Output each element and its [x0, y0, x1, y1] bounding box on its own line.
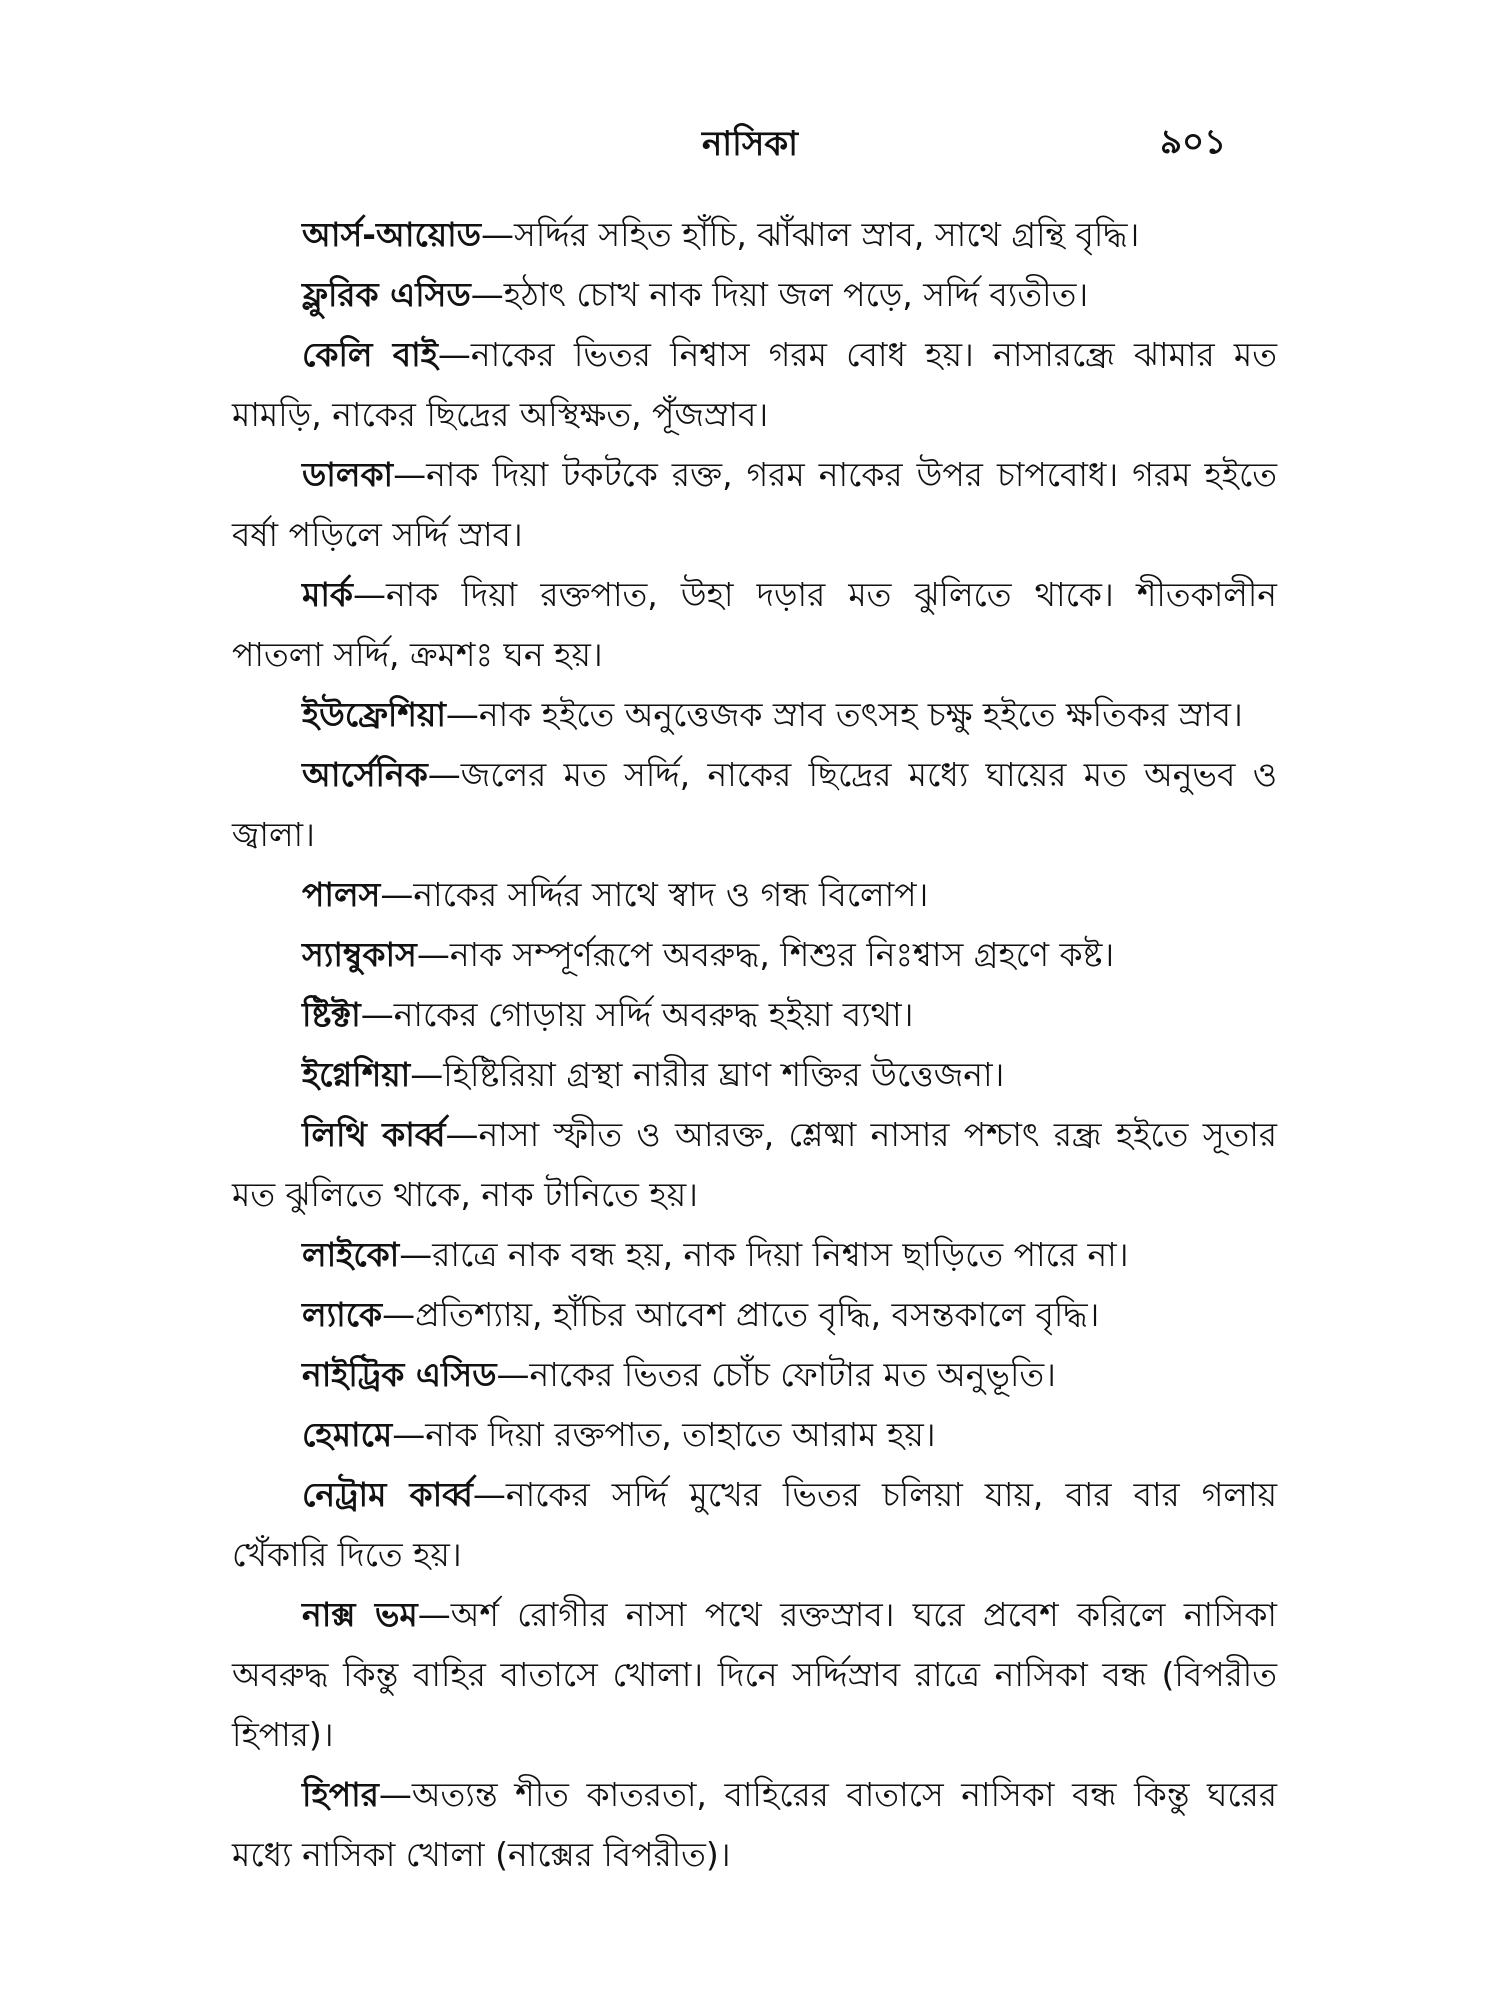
remedy-entry	[232, 445, 1277, 565]
remedy-name: লিথি কার্ব্ব	[302, 1115, 446, 1154]
remedy-entry	[232, 865, 1277, 925]
remedy-name: মার্ক	[302, 575, 353, 614]
remedy-description: —নাক সম্পূর্ণরূপে অবরুদ্ধ, শিশুর নিঃশ্বাস গ্রহণে কষ্ট।	[416, 935, 1115, 974]
remedy-name: নাক্স ভম	[302, 1595, 418, 1634]
remedy-name: ইগ্নেশিয়া	[302, 1055, 411, 1094]
remedy-entry	[232, 745, 1277, 865]
remedy-name: আর্সেনিক	[302, 755, 428, 794]
remedy-description: —নাক দিয়া রক্তপাত, তাহাতে আরাম হয়।	[392, 1415, 936, 1454]
page-number: ৯০১	[1160, 122, 1227, 162]
remedy-entry	[232, 1345, 1277, 1405]
remedy-entry	[232, 1465, 1277, 1585]
remedy-name: কেলি বাই	[302, 335, 438, 374]
remedy-entry	[232, 925, 1277, 985]
remedy-name: পালস	[302, 875, 381, 914]
remedy-entry	[232, 1105, 1277, 1225]
remedy-name: নেট্রাম কার্ব্ব	[302, 1475, 473, 1514]
remedy-entry	[232, 985, 1277, 1045]
remedy-description: —রাত্রে নাক বন্ধ হয়, নাক দিয়া নিশ্বাস ছাড়িতে পারে না।	[399, 1235, 1129, 1274]
remedy-description: —নাক হইতে অনুত্তেজক স্রাব তৎসহ চক্ষু হইতে ক্ষতিকর স্রাব।	[445, 695, 1243, 734]
remedy-entry	[232, 1765, 1277, 1885]
remedy-name: ইউফ্রেশিয়া	[302, 695, 446, 734]
remedy-name: হিপার	[302, 1775, 379, 1814]
remedy-description: —সর্দ্দির সহিত হাঁচি, ঝাঁঝাল স্রাব, সাথে গ্রন্থি বৃদ্ধি।	[481, 215, 1140, 254]
remedy-entry	[232, 325, 1277, 445]
remedy-description: —নাসা স্ফীত ও আরক্ত, শ্লেষ্মা নাসার পশ্চাৎ রন্ধ্র হইতে সূতার মত ঝুলিতে থাকে, নাক টানিতে হয়।	[232, 1115, 1277, 1214]
remedy-entry	[232, 1585, 1277, 1765]
remedy-entry	[232, 565, 1277, 685]
remedy-description: —নাকের গোড়ায় সর্দ্দি অবরুদ্ধ হইয়া ব্যথা।	[360, 995, 914, 1034]
remedy-name: ফ্লুরিক এসিড	[302, 275, 471, 314]
remedy-description: —হঠাৎ চোখ নাক দিয়া জল পড়ে, সর্দ্দি ব্যতীত।	[470, 275, 1089, 314]
remedy-name: নাইট্রিক এসিড	[302, 1355, 497, 1394]
remedy-description: —অত্যন্ত শীত কাতরতা, বাহিরের বাতাসে নাসিকা বন্ধ কিন্তু ঘরের মধ্যে নাসিকা খোলা (নাক্সের বিপরীত)।	[232, 1775, 1277, 1874]
remedy-description: —জলের মত সর্দ্দি, নাকের ছিদ্রের মধ্যে ঘায়ের মত অনুভব ও জ্বালা।	[232, 755, 1277, 854]
page-title: নাসিকা	[702, 124, 798, 164]
remedy-description: —অর্শ রোগীর নাসা পথে রক্তস্রাব। ঘরে প্রবেশ করিলে নাসিকা অবরুদ্ধ কিন্তু বাহির বাতাসে খোলা। দিনে সর্দ্দিস্রাব রাত্রে নাসিকা বন্ধ (বিপরীত হিপার)।	[232, 1595, 1277, 1754]
remedy-name: স্যাম্বুকাস	[302, 935, 417, 974]
remedy-name: লাইকো	[302, 1235, 400, 1274]
remedy-list	[232, 205, 1277, 1885]
remedy-name: হেমামে	[302, 1415, 393, 1454]
remedy-description: —নাক দিয়া টকটকে রক্ত, গরম নাকের উপর চাপবোধ। গরম হইতে বর্ষা পড়িলে সর্দ্দি স্রাব।	[232, 455, 1277, 554]
remedy-description: —নাকের সর্দ্দির সাথে স্বাদ ও গন্ধ বিলোপ।	[380, 875, 929, 914]
remedy-entry	[232, 265, 1277, 325]
remedy-entry	[232, 1225, 1277, 1285]
remedy-entry	[232, 1285, 1277, 1345]
remedy-entry	[232, 1045, 1277, 1105]
remedy-description: —নাকের সর্দ্দি মুখের ভিতর চলিয়া যায়, বার বার গলায় খেঁকারি দিতে হয়।	[232, 1475, 1278, 1574]
remedy-entry	[232, 685, 1277, 745]
remedy-name: ষ্টিক্টা	[302, 995, 361, 1034]
remedy-entry	[232, 205, 1277, 265]
remedy-name: ডালকা	[302, 455, 394, 494]
remedy-name: আর্স-আয়োড	[302, 215, 482, 254]
remedy-description: —নাক দিয়া রক্তপাত, উহা দড়ার মত ঝুলিতে থাকে। শীতকালীন পাতলা সর্দ্দি, ক্রমশঃ ঘন হয়।	[232, 575, 1277, 674]
remedy-description: —নাকের ভিতর চোঁচ ফোটার মত অনুভূতি।	[496, 1355, 1056, 1394]
remedy-name: ল্যাকে	[302, 1295, 383, 1334]
remedy-description: —নাকের ভিতর নিশ্বাস গরম বোধ হয়। নাসারন্ধ্রে ঝামার মত মামড়ি, নাকের ছিদ্রের অস্থিক্ষত, পূঁজস্রাব।	[232, 335, 1277, 434]
remedy-description: —প্রতিশ্যায়, হাঁচির আবেশ প্রাতে বৃদ্ধি, বসন্তকালে বৃদ্ধি।	[382, 1295, 1100, 1334]
remedy-entry	[232, 1405, 1277, 1465]
remedy-description: —হিষ্টিরিয়া গ্রস্থা নারীর ঘ্রাণ শক্তির উত্তেজনা।	[410, 1055, 1005, 1094]
